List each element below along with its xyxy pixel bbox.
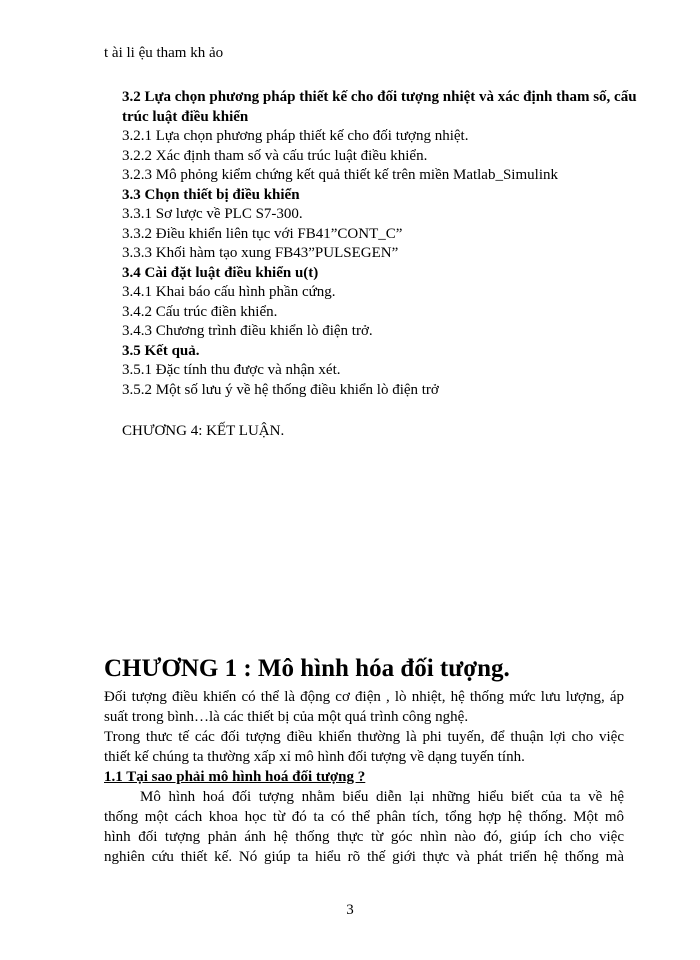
chapter-1-body xyxy=(104,687,624,867)
toc-section-3-2: 3.2 Lựa chọn phương pháp thiết kế cho đối tượng nhiệt và xác định tham số, cấu trúc luật điều khiển xyxy=(122,89,637,125)
toc-section-3-5: 3.5 Kết quả. xyxy=(122,342,200,359)
toc-item-3-5-1: 3.5.1 Đặc tính thu được và nhận xét. xyxy=(122,362,341,378)
page-header: t ài li ệu tham kh ảo xyxy=(104,45,224,61)
toc-section-3-3: 3.3 Chọn thiết bị điều khiển xyxy=(122,186,300,203)
table-of-contents xyxy=(122,88,642,442)
chapter-1-title: CHƯƠNG 1 : Mô hình hóa đối tượng. xyxy=(104,655,510,682)
para-2-line-1: Trong thưc tế các đối tượng điều khiển thường là phi tuyến, để thuận lợi cho việc xyxy=(104,729,624,745)
para-1-line-2: suất trong bình…là các thiết bị của một quá trình công nghệ. xyxy=(104,709,469,725)
toc-item-3-2-2: 3.2.2 Xác định tham số và cấu trúc luật điều khiển. xyxy=(122,147,428,164)
toc-item-3-3-3: 3.3.3 Khối hàm tạo xung FB43”PULSEGEN” xyxy=(122,245,399,261)
para-2-line-2: thiết kế chúng ta thường xấp xỉ mô hình đối tượng về dạng tuyến tính. xyxy=(104,749,525,765)
toc-section-3-4: 3.4 Cài đặt luật điều khiển u(t) xyxy=(122,264,319,281)
toc-item-3-4-3: 3.4.3 Chương trình điều khiển lò điện trở. xyxy=(122,323,373,339)
toc-item-3-4-1: 3.4.1 Khai báo cấu hình phần cứng. xyxy=(122,284,336,300)
toc-item-3-4-2: 3.4.2 Cấu trúc điền khiển. xyxy=(122,303,278,320)
toc-item-3-2-3: 3.2.3 Mô phỏng kiểm chứng kết quả thiết kế trên miền Matlab_Simulink xyxy=(122,167,558,183)
toc-item-3-5-2: 3.5.2 Một số lưu ý về hệ thống điều khiển lò điện trở xyxy=(122,381,439,398)
para-3-line-2: thống một cách khoa học từ đó ta có thể phân tích, tổng hợp hệ thống. Một mô xyxy=(104,809,624,825)
para-3-line-1: Mô hình hoá đối tượng nhằm biểu diễn lại những hiểu biết của ta về hệ xyxy=(140,789,624,805)
toc-chapter-4: CHƯƠNG 4: KẾT LUẬN. xyxy=(122,423,285,439)
para-3-line-3: hình đối tượng phản ánh hệ thống thực từ góc nhìn nào đó, giúp ích cho việc xyxy=(104,829,624,845)
toc-item-3-3-1: 3.3.1 Sơ lược về PLC S7-300. xyxy=(122,206,303,222)
toc-item-3-2-1: 3.2.1 Lựa chọn phương pháp thiết kế cho đối tượng nhiệt. xyxy=(122,128,469,144)
page-number: 3 xyxy=(346,902,354,918)
para-3-line-4: nghiên cứu thiết kế. Nó giúp ta hiểu rõ thế giới thực và phát triển hệ thống mà xyxy=(104,849,624,865)
toc-item-3-3-2: 3.3.2 Điều khiển liên tục với FB41”CONT_C” xyxy=(122,225,403,242)
section-1-1-heading: 1.1 Tại sao phải mô hình hoá đối tượng ? xyxy=(104,769,366,785)
para-1-line-1: Đối tượng điều khiển có thể là động cơ điện , lò nhiệt, hệ thống mức lưu lượng, áp xyxy=(104,689,624,705)
